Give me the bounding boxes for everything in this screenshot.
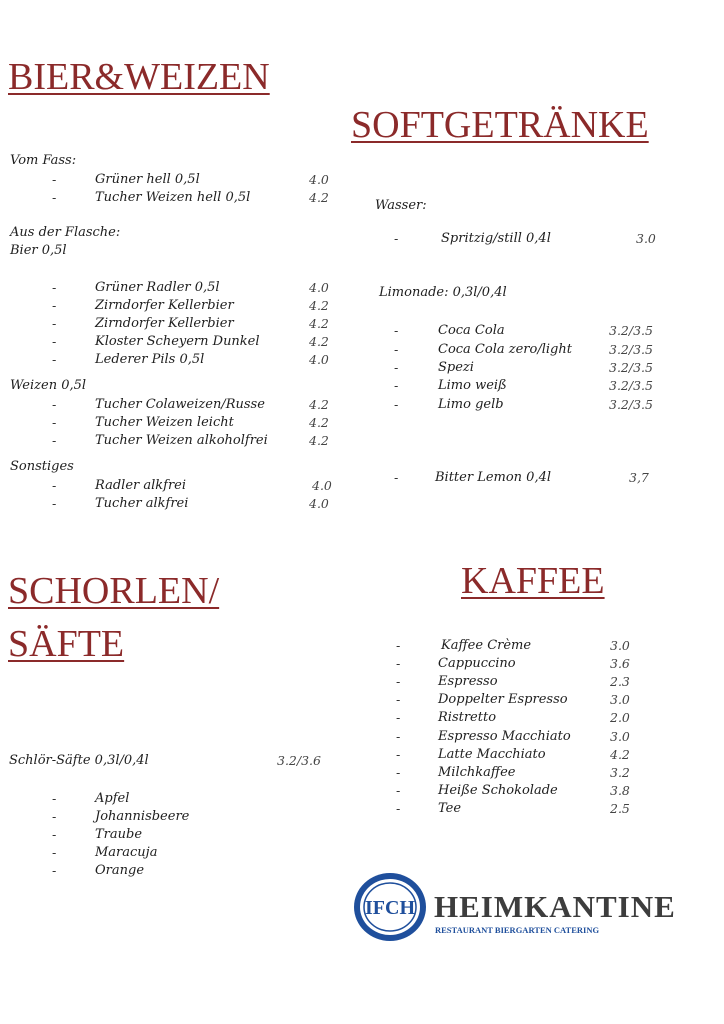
- menu-item: Bitter Lemon 0,4l: [435, 470, 552, 485]
- menu-price: 3.2/3.5: [609, 397, 653, 412]
- bullet-dash: -: [396, 639, 401, 653]
- bullet-dash: -: [52, 173, 57, 187]
- bullet-dash: -: [394, 379, 399, 393]
- bullet-dash: -: [394, 324, 399, 338]
- menu-item: Tucher Weizen alkoholfrei: [95, 433, 268, 448]
- bullet-dash: -: [394, 361, 399, 375]
- menu-item: Radler alkfrei: [95, 478, 187, 493]
- menu-item: Espresso: [438, 674, 498, 689]
- section-sonstiges: Sonstiges: [10, 459, 74, 474]
- bullet-dash: -: [52, 335, 57, 349]
- menu-price: 3.2/3.5: [609, 360, 653, 375]
- bullet-dash: -: [396, 802, 401, 816]
- menu-item: Kloster Scheyern Dunkel: [95, 334, 260, 349]
- bullet-dash: -: [52, 792, 57, 806]
- menu-item: Spezi: [438, 360, 474, 375]
- menu-price: 3.8: [610, 783, 630, 798]
- bullet-dash: -: [394, 232, 399, 246]
- menu-item: Tucher Weizen hell 0,5l: [95, 190, 251, 205]
- menu-item: Heiße Schokolade: [438, 783, 558, 798]
- menu-price: 2.3: [610, 674, 630, 689]
- menu-item: Grüner Radler 0,5l: [95, 280, 220, 295]
- bullet-dash: -: [52, 434, 57, 448]
- menu-item: Grüner hell 0,5l: [95, 172, 200, 187]
- heading-kaffee: KAFFEE: [461, 560, 605, 602]
- section-flasche: Aus der Flasche:: [10, 225, 121, 240]
- bullet-dash: -: [52, 398, 57, 412]
- menu-item: Cappuccino: [438, 656, 516, 671]
- bullet-dash: -: [394, 471, 399, 485]
- bullet-dash: -: [396, 784, 401, 798]
- bullet-dash: -: [396, 748, 401, 762]
- menu-item: Kaffee Crème: [441, 638, 532, 653]
- menu-price: 4.0: [309, 352, 329, 367]
- menu-item: Spritzig/still 0,4l: [441, 231, 551, 246]
- section-wasser: Wasser:: [375, 198, 427, 213]
- bullet-dash: -: [52, 281, 57, 295]
- menu-item: Ristretto: [438, 710, 497, 725]
- section-weizen: Weizen 0,5l: [10, 378, 87, 393]
- bullet-dash: -: [52, 479, 57, 493]
- bullet-dash: -: [396, 730, 401, 744]
- menu-item: Espresso Macchiato: [438, 729, 571, 744]
- menu-price: 3.0: [610, 692, 630, 707]
- menu-price: 3.2: [610, 765, 630, 780]
- menu-price: 3,7: [629, 470, 649, 485]
- menu-item: Zirndorfer Kellerbier: [95, 316, 234, 331]
- menu-price: 4.2: [309, 298, 329, 313]
- menu-price: 3.0: [636, 231, 656, 246]
- section-schloer-saefte: Schlör-Säfte 0,3l/0,4l: [9, 753, 149, 768]
- bullet-dash: -: [394, 398, 399, 412]
- bullet-dash: -: [52, 353, 57, 367]
- menu-price: 4.2: [309, 190, 329, 205]
- menu-item: Tucher alkfrei: [95, 496, 189, 511]
- bullet-dash: -: [52, 191, 57, 205]
- menu-price: 4.2: [309, 433, 329, 448]
- menu-item: Tucher Weizen leicht: [95, 415, 234, 430]
- menu-item: Maracuja: [95, 845, 158, 860]
- bullet-dash: -: [52, 828, 57, 842]
- bullet-dash: -: [52, 864, 57, 878]
- menu-item: Coca Cola: [438, 323, 505, 338]
- menu-price: 4.0: [309, 280, 329, 295]
- bullet-dash: -: [396, 711, 401, 725]
- menu-price: 3.0: [610, 729, 630, 744]
- bullet-dash: -: [52, 846, 57, 860]
- menu-price: 4.0: [309, 172, 329, 187]
- menu-price: 4.2: [610, 747, 630, 762]
- bullet-dash: -: [52, 497, 57, 511]
- menu-item: Limo weiß: [438, 378, 507, 393]
- heading-saefte: SÄFTE: [8, 623, 125, 665]
- menu-price: 4.2: [309, 397, 329, 412]
- bullet-dash: -: [396, 693, 401, 707]
- menu-price: 4.2: [309, 316, 329, 331]
- menu-price: 3.2/3.5: [609, 323, 653, 338]
- menu-item: Tee: [438, 801, 462, 816]
- menu-item: Coca Cola zero/light: [438, 342, 572, 357]
- menu-item: Limo gelb: [438, 397, 504, 412]
- seal-icon: [352, 871, 428, 943]
- bullet-dash: -: [52, 810, 57, 824]
- heading-schorlen: SCHORLEN/: [8, 570, 220, 612]
- bullet-dash: -: [394, 343, 399, 357]
- heading-bier-weizen: BIER&WEIZEN: [8, 56, 270, 98]
- menu-item: Tucher Colaweizen/Russe: [95, 397, 265, 412]
- menu-price: 4.2: [309, 334, 329, 349]
- menu-item: Latte Macchiato: [438, 747, 546, 762]
- menu-item: Milchkaffee: [438, 765, 516, 780]
- menu-item: Zirndorfer Kellerbier: [95, 298, 234, 313]
- section-flasche-bier: Bier 0,5l: [10, 243, 67, 258]
- bullet-dash: -: [52, 299, 57, 313]
- section-limonade: Limonade: 0,3l/0,4l: [379, 285, 507, 300]
- menu-item: Doppelter Espresso: [438, 692, 568, 707]
- menu-price: 3.0: [610, 638, 630, 653]
- menu-price: 3.6: [610, 656, 630, 671]
- bullet-dash: -: [396, 657, 401, 671]
- bullet-dash: -: [396, 675, 401, 689]
- menu-price: 2.5: [610, 801, 630, 816]
- menu-price: 3.2/3.5: [609, 378, 653, 393]
- bullet-dash: -: [52, 416, 57, 430]
- menu-item: Johannisbeere: [95, 809, 190, 824]
- menu-item: Apfel: [95, 791, 130, 806]
- menu-price: 3.2/3.6: [277, 753, 321, 768]
- menu-price: 2.0: [610, 710, 630, 725]
- seal-lettering: IFCH: [365, 897, 415, 919]
- menu-item: Orange: [95, 863, 145, 878]
- menu-item: Traube: [95, 827, 143, 842]
- bullet-dash: -: [396, 766, 401, 780]
- menu-price: 3.2/3.5: [609, 342, 653, 357]
- section-vom-fass: Vom Fass:: [10, 153, 77, 168]
- menu-price: 4.0: [312, 478, 332, 493]
- menu-item: Lederer Pils 0,5l: [95, 352, 205, 367]
- logo-tagline: RESTAURANT BIERGARTEN CATERING: [435, 925, 600, 935]
- bullet-dash: -: [52, 317, 57, 331]
- heading-softgetraenke: SOFTGETRÄNKE: [351, 104, 649, 146]
- menu-price: 4.0: [309, 496, 329, 511]
- logo-name: HEIMKANTINE: [434, 889, 676, 924]
- menu-price: 4.2: [309, 415, 329, 430]
